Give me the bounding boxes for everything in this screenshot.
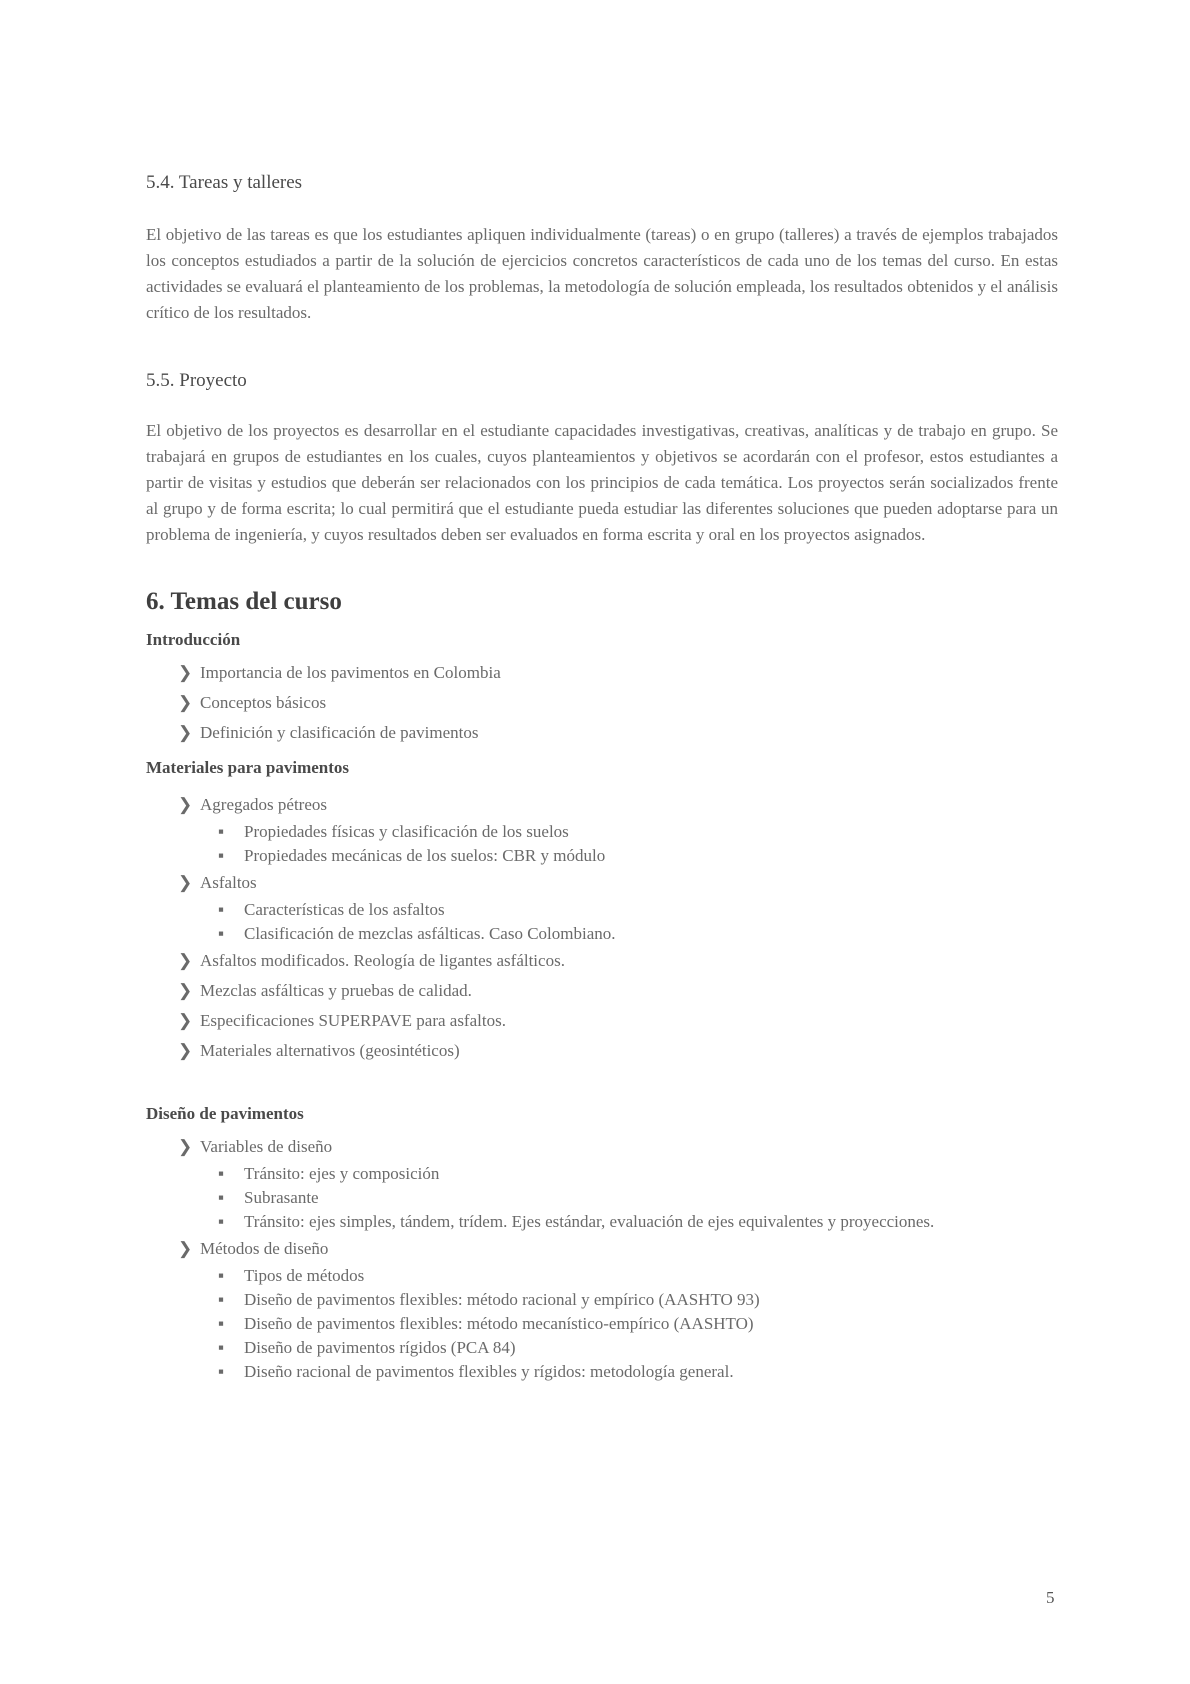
list-item (146, 946, 1058, 976)
bullet-marker: ❯ (178, 1239, 193, 1258)
bullet-marker: ❯ (178, 1137, 193, 1156)
bullet-square-marker: ▪ (218, 822, 225, 841)
list-item-text: Métodos de diseño (200, 1239, 329, 1258)
bullet-marker: ❯ (178, 693, 193, 712)
sublist-item (146, 844, 1058, 868)
sublist-item-text: Tránsito: ejes y composición (244, 1164, 440, 1183)
paragraph-tareas-talleres: El objetivo de las tareas es que los estudiantes apliquen individualmente (tareas) o en grupo (talleres) a través de ejemplos trabajados los conceptos estudiados a partir de la solución de ejercicios concretos característicos de cada uno de los temas del curso. En estas actividades se evaluará el planteamiento de los problemas, la metodología de solución empleada, los resultados obtenidos y el análisis crítico de los resultados. (146, 225, 1058, 322)
list-item (146, 718, 1058, 748)
list-item (146, 1234, 1058, 1384)
bullet-square-marker: ▪ (218, 1212, 225, 1231)
sublist-item (146, 820, 1058, 844)
sublist-item (146, 1264, 1058, 1288)
bullet-square-marker: ▪ (218, 1266, 225, 1285)
list-item-text: Conceptos básicos (200, 693, 327, 712)
bullet-marker: ❯ (178, 723, 193, 742)
bullet-square-marker: ▪ (218, 1362, 225, 1381)
bullet-square-marker: ▪ (218, 1338, 225, 1357)
sublist-item (146, 1336, 1058, 1360)
sublist-item (146, 1186, 1058, 1210)
bullet-marker: ❯ (178, 1011, 193, 1030)
bullet-square-marker: ▪ (218, 1164, 225, 1183)
sublist-item (146, 1210, 1058, 1234)
list-item (146, 688, 1058, 718)
bullet-square-marker: ▪ (218, 1314, 225, 1333)
bullet-marker: ❯ (178, 1041, 193, 1060)
bullet-square-marker: ▪ (218, 1290, 225, 1309)
sublist-item-text: Propiedades físicas y clasificación de los suelos (244, 822, 569, 841)
sublist-item-text: Diseño racional de pavimentos flexibles y rígidos: metodología general. (244, 1362, 734, 1381)
sublist-item (146, 1288, 1058, 1312)
sublist-item-text: Características de los asfaltos (244, 900, 445, 919)
sublist-item (146, 922, 1058, 946)
list-item-text: Asfaltos modificados. Reología de ligantes asfálticos. (200, 951, 565, 970)
list-item-text: Asfaltos (200, 873, 257, 892)
page-number: 5 (1046, 1588, 1055, 1607)
page-content (146, 172, 1058, 1384)
paragraph-proyecto: El objetivo de los proyectos es desarrollar en el estudiante capacidades investigativas, creativas, analíticas y de trabajo en grupo. Se trabajará en grupos de estudiantes en los cuales, cuyos planteamientos y objetivos se acordarán con el profesor, estos estudiantes a partir de visitas y estudios que deberán ser relacionados con los principios de cada temática. Los proyectos serán socializados frente al grupo y de forma escrita; lo cual permitirá que el estudiante pueda estudiar las diferentes soluciones que pueden adoptarse para un problema de ingeniería, y cuyos resultados deben ser evaluados en forma escrita y oral en los proyectos asignados. (146, 421, 1058, 544)
bullet-square-marker: ▪ (218, 924, 225, 943)
list-item (146, 868, 1058, 946)
sublist-item-text: Propiedades mecánicas de los suelos: CBR y módulo (244, 846, 606, 865)
list-item (146, 1132, 1058, 1234)
list-item (146, 790, 1058, 868)
list-item (146, 1036, 1058, 1066)
sublist-item-text: Tránsito: ejes simples, tándem, trídem. Ejes estándar, evaluación de ejes equivalentes y proyecciones. (244, 1212, 935, 1231)
sublist (146, 1162, 1058, 1234)
bullet-marker: ❯ (178, 795, 193, 814)
bullet-marker: ❯ (178, 981, 193, 1000)
sublist-item-text: Diseño de pavimentos rígidos (PCA 84) (244, 1338, 516, 1357)
subheading-introduccion: Introducción (146, 630, 241, 649)
bullet-square-marker: ▪ (218, 846, 225, 865)
bullet-marker: ❯ (178, 873, 193, 892)
list-item-text: Materiales alternativos (geosintéticos) (200, 1041, 460, 1060)
subheading-materiales: Materiales para pavimentos (146, 758, 350, 777)
heading-proyecto: 5.5. Proyecto (146, 370, 247, 391)
sublist-item (146, 1312, 1058, 1336)
sublist-item-text: Subrasante (244, 1188, 319, 1207)
list-item-text: Importancia de los pavimentos en Colombia (200, 663, 501, 682)
list-materiales (146, 790, 1058, 1066)
list-item-text: Mezclas asfálticas y pruebas de calidad. (200, 981, 472, 1000)
sublist (146, 820, 1058, 868)
sublist-item-text: Diseño de pavimentos flexibles: método racional y empírico (AASHTO 93) (244, 1290, 760, 1309)
subheading-diseno: Diseño de pavimentos (146, 1104, 304, 1123)
list-item (146, 658, 1058, 688)
bullet-marker: ❯ (178, 663, 193, 682)
sublist-item-text: Diseño de pavimentos flexibles: método mecanístico-empírico (AASHTO) (244, 1314, 754, 1333)
bullet-square-marker: ▪ (218, 1188, 225, 1207)
list-diseno (146, 1132, 1058, 1384)
list-item-text: Especificaciones SUPERPAVE para asfaltos. (200, 1011, 506, 1030)
sublist-item-text: Clasificación de mezclas asfálticas. Caso Colombiano. (244, 924, 616, 943)
sublist (146, 898, 1058, 946)
list-item-text: Agregados pétreos (200, 795, 327, 814)
sublist-item (146, 1360, 1058, 1384)
list-item-text: Definición y clasificación de pavimentos (200, 723, 479, 742)
heading-tareas-talleres: 5.4. Tareas y talleres (146, 172, 303, 193)
sublist-item-text: Tipos de métodos (244, 1266, 365, 1285)
list-item (146, 1006, 1058, 1036)
bullet-marker: ❯ (178, 951, 193, 970)
sublist-item (146, 1162, 1058, 1186)
sublist (146, 1264, 1058, 1384)
list-item-text: Variables de diseño (200, 1137, 333, 1156)
heading-temas-del-curso: 6. Temas del curso (146, 588, 342, 615)
list-item (146, 976, 1058, 1006)
bullet-square-marker: ▪ (218, 900, 225, 919)
list-introduccion (146, 658, 1058, 748)
sublist-item (146, 898, 1058, 922)
